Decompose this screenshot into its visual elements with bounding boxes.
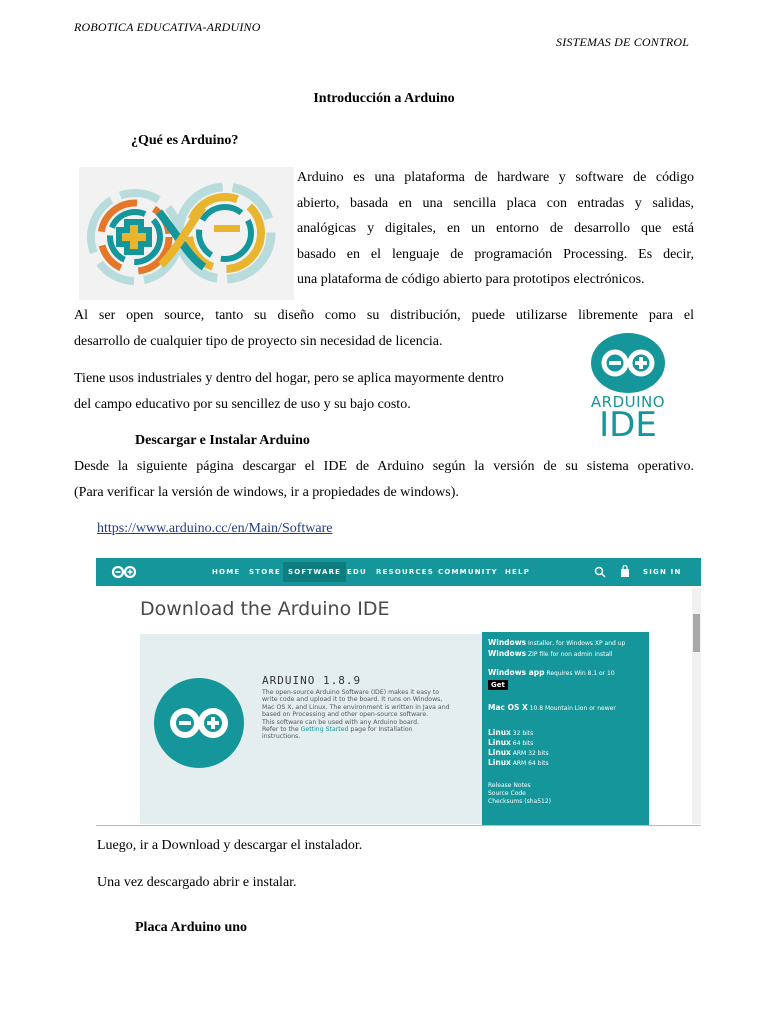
arduino-software-link[interactable]: https://www.arduino.cc/en/Main/Software (97, 521, 333, 536)
get-button[interactable]: Get (488, 680, 508, 690)
scrollbar-thumb[interactable] (693, 614, 700, 652)
cart-icon[interactable] (620, 565, 630, 578)
intro-line: Arduino es una plataforma de hardware y software de código (297, 170, 694, 185)
get-button-wrap (488, 680, 508, 690)
board-heading: Placa Arduino uno (135, 920, 248, 935)
ide-desc-1: The open-source Arduino Software (IDE) makes it easy to write code and upload it to the board. It runs on Windows, Mac OS X, and Linux. The environment is written in Java and based on Processing and other open-source software. (262, 689, 450, 719)
download-options-panel (482, 632, 649, 825)
intro-line: analógicas y digitales, en un entorno de desarrollo que está (297, 221, 694, 236)
download-line: Desde la siguiente página descargar el IDE de Arduino según la versión de su sistema operativo. (74, 459, 694, 474)
arduino-big-logo (154, 678, 244, 768)
download-paragraph (74, 454, 694, 505)
download-ide-title: Download the Arduino IDE (140, 598, 390, 620)
nav-home[interactable]: HOME (212, 568, 241, 576)
nav-resources[interactable]: RESOURCES (376, 568, 434, 576)
infinity-icon (154, 678, 244, 768)
ide-desc-2: This software can be used with any Arduino board. (262, 718, 419, 726)
intro-line: abierto, basada en una sencilla placa con entradas y salidas, (297, 195, 694, 211)
ide-desc-3c: page for Installation instructions. (262, 726, 413, 741)
win-app-link[interactable]: Windows app Requires Win 8.1 or 10 (488, 668, 615, 677)
intro-line: basado en el lenguaje de programación Processing. Es decir, (297, 246, 694, 262)
getting-started-link[interactable]: Getting Started (300, 726, 349, 734)
linux-arm64-link[interactable]: Linux ARM 64 bits (488, 758, 549, 767)
ide-description (262, 689, 452, 741)
nav-store[interactable]: STORE (249, 568, 281, 576)
ide-version: ARDUINO 1.8.9 (262, 674, 362, 687)
download-instruction: Luego, ir a Download y descargar el instalador. (97, 838, 363, 853)
intro-line: una plataforma de código abierto para prototipos electrónicos. (297, 272, 645, 287)
arduino-site-screenshot (96, 552, 701, 826)
page-title: Introducción a Arduino (313, 91, 455, 106)
site-navbar (96, 558, 701, 586)
ide-info-panel (140, 634, 482, 824)
linux-64-link[interactable]: Linux 64 bits (488, 738, 534, 747)
win-installer-link[interactable]: Windows Installer, for Windows XP and up (488, 638, 626, 647)
header-left: ROBOTICA EDUCATIVA-ARDUINO (74, 20, 261, 34)
download-heading: Descargar e Instalar Arduino (135, 433, 310, 448)
uses-paragraph (74, 366, 558, 417)
checksums-link[interactable]: Checksums (sha512) (488, 798, 552, 805)
nav-software[interactable]: SOFTWARE (283, 562, 346, 582)
mac-link[interactable]: Mac OS X 10.8 Mountain Lion or newer (488, 703, 616, 712)
nav-help[interactable]: HELP (505, 568, 531, 576)
linux-arm32-link[interactable]: Linux ARM 32 bits (488, 748, 549, 757)
linux-32-link[interactable]: Linux 32 bits (488, 728, 534, 737)
ide-logo-ide: IDE (599, 405, 657, 445)
source-code-link[interactable]: Source Code (488, 790, 526, 797)
arduino-infinity-logo (79, 167, 294, 300)
arduino-ide-logo (578, 331, 678, 446)
open-source-line: desarrollo de cualquier tipo de proyecto sin necesidad de licencia. (74, 333, 443, 349)
nav-community[interactable]: COMMUNITY (438, 568, 498, 576)
arduino-nav-logo-icon (110, 565, 138, 579)
search-icon[interactable] (594, 566, 606, 578)
sign-in-link[interactable]: SIGN IN (643, 568, 682, 576)
uses-line: Tiene usos industriales y dentro del hogar, pero se aplica mayormente dentro (74, 371, 504, 386)
download-line: (Para verificar la versión de windows, ir a propiedades de windows). (74, 484, 459, 500)
uses-line: del campo educativo por su sencillez de uso y su bajo costo. (74, 396, 411, 412)
nav-edu[interactable]: EDU (347, 568, 367, 576)
ide-desc-3a: Refer to the (262, 726, 301, 734)
open-source-line: Al ser open source, tanto su diseño como su distribución, puede utilizarse libremente para el (74, 308, 694, 323)
ide-logo-word: ARDUINO (590, 393, 666, 411)
header-right: SISTEMAS DE CONTROL (556, 35, 690, 49)
what-is-heading: ¿Qué es Arduino? (131, 133, 239, 148)
release-notes-link[interactable]: Release Notes (488, 782, 531, 789)
win-zip-link[interactable]: Windows ZIP file for non admin install (488, 649, 613, 658)
intro-paragraph (297, 165, 694, 293)
install-instruction: Una vez descargado abrir e instalar. (97, 875, 297, 890)
